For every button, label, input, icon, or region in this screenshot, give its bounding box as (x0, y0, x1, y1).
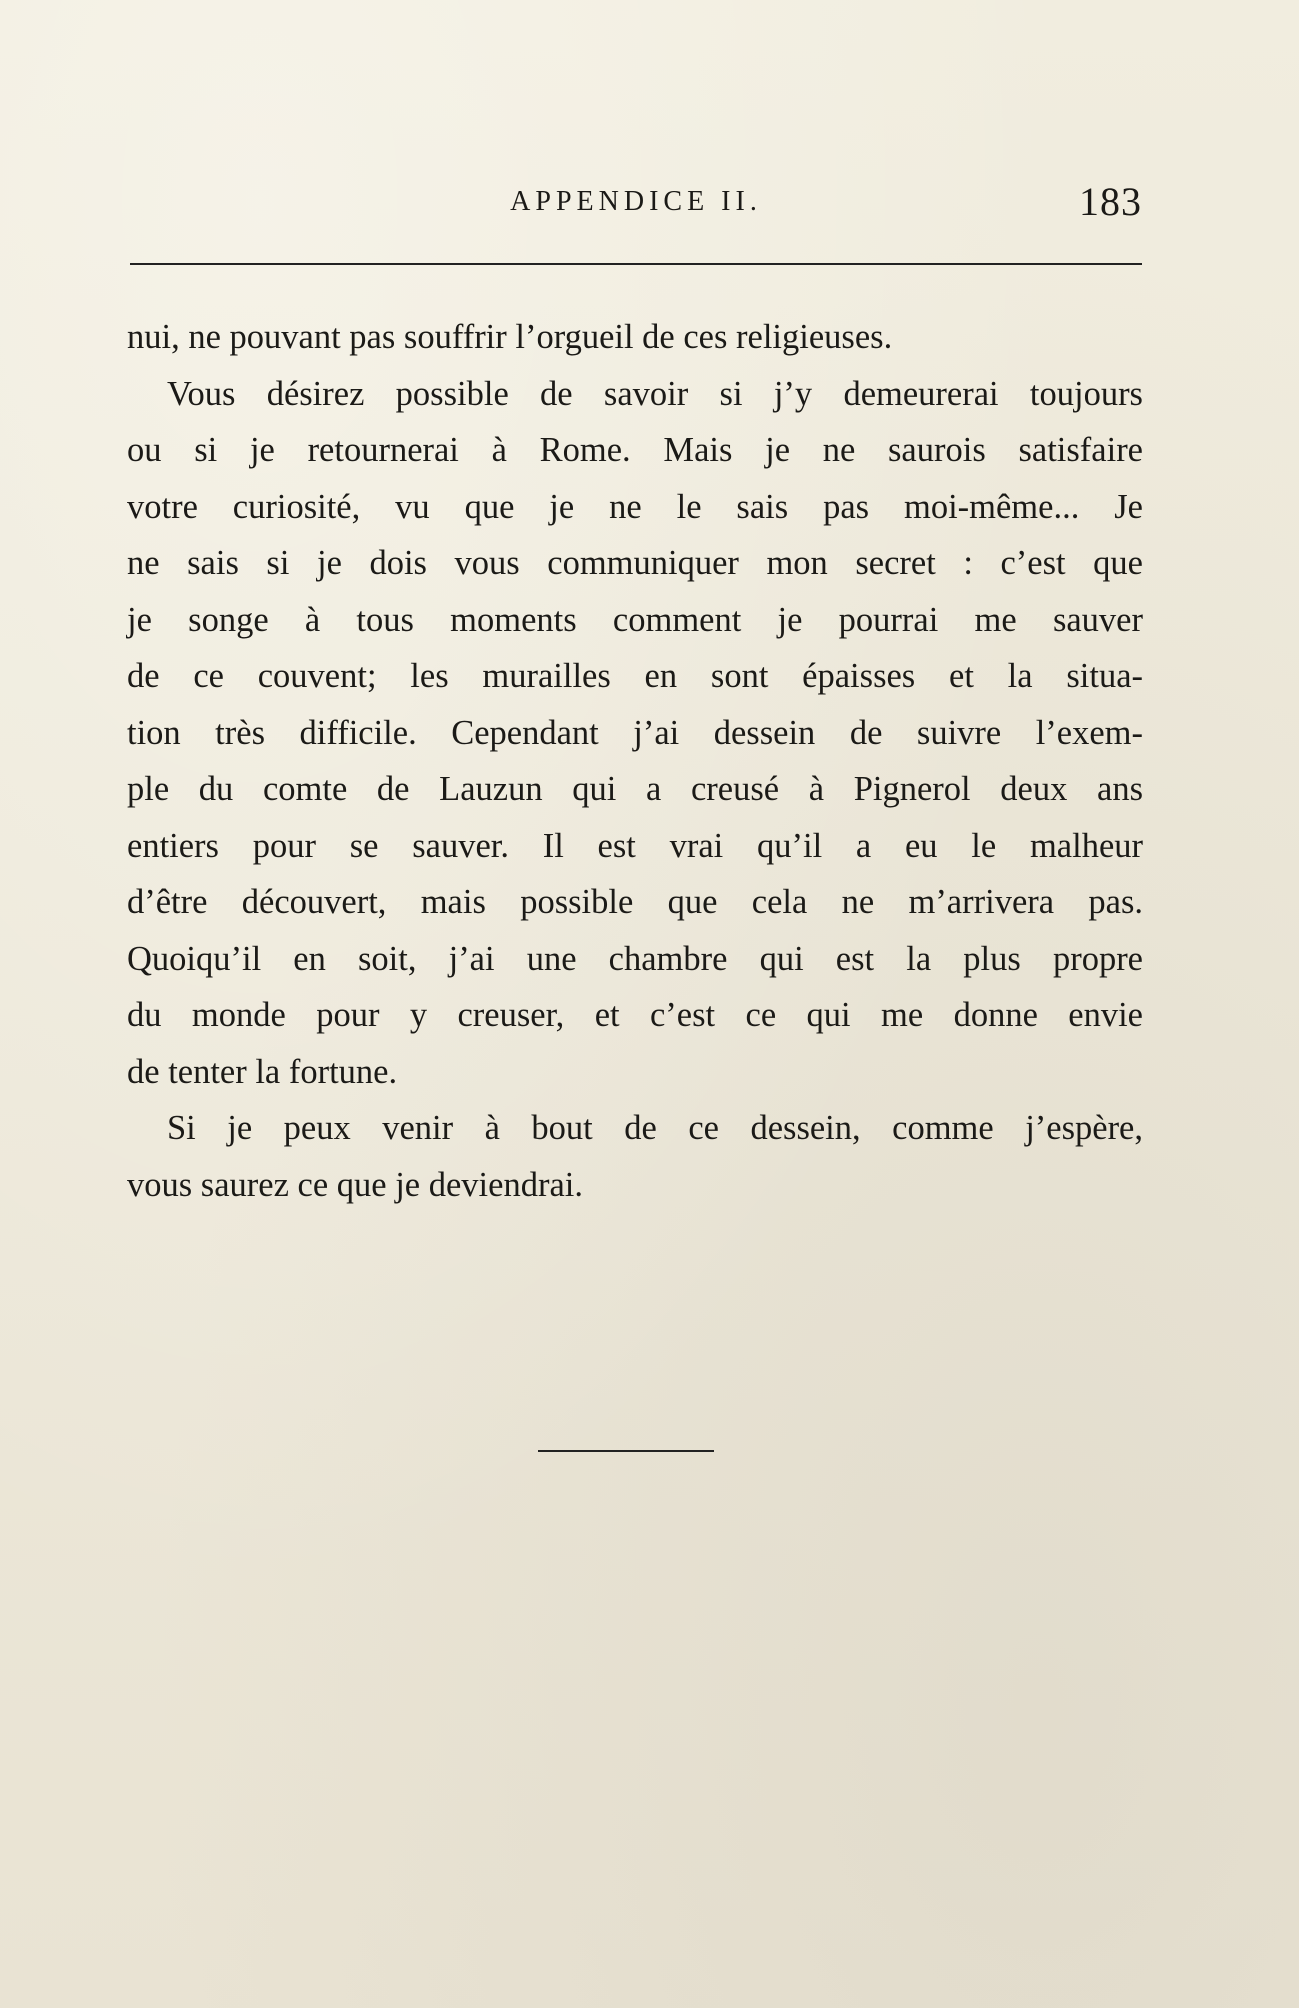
end-rule (538, 1450, 714, 1452)
text-line: Vous désirez possible de savoir si j’y demeurerai toujours (167, 374, 1143, 413)
paragraph-line-block (127, 1157, 1143, 1214)
paragraph-line-block (127, 592, 1143, 649)
text-line: du monde pour y creuser, et c’est ce qui me donne envie (127, 996, 1143, 1034)
paragraph-line-block (127, 705, 1143, 762)
text-line: entiers pour se sauver. Il est vrai qu’il a eu le malheur (127, 826, 1143, 865)
paragraph-line-block (127, 422, 1143, 479)
running-title: APPENDICE II. (510, 186, 762, 217)
paragraph-line-block (127, 535, 1143, 592)
text-line: votre curiosité, vu que je ne le sais pas moi-même... Je (127, 487, 1143, 526)
text-line: vous saurez ce que je deviendrai. (127, 1165, 583, 1204)
paragraph-line-block (127, 1044, 1143, 1101)
text-line: ne sais si je dois vous communiquer mon secret : c’est que (127, 544, 1143, 582)
text-line: nui, ne pouvant pas souffrir l’orgueil de ces religieuses. (127, 318, 893, 356)
text-line: Si je peux venir à bout de ce dessein, comme j’espère, (167, 1109, 1143, 1147)
paragraph-line-block (127, 931, 1143, 988)
paragraph-line-block (127, 818, 1143, 875)
body-text (127, 309, 1143, 1213)
text-line: de ce couvent; les murailles en sont épaisses et la situa- (127, 657, 1143, 695)
text-line: de tenter la fortune. (127, 1052, 398, 1091)
page-number: 183 (1079, 179, 1142, 224)
paragraph-line-block (127, 987, 1143, 1044)
paragraph (127, 309, 1143, 366)
text-line: tion très difficile. Cependant j’ai dessein de suivre l’exem- (127, 713, 1143, 752)
paragraph (127, 366, 1143, 423)
header-rule (130, 263, 1142, 265)
text-line: ou si je retournerai à Rome. Mais je ne saurois satisfaire (127, 431, 1143, 469)
paragraph-line-block (127, 648, 1143, 705)
text-line: d’être découvert, mais possible que cela ne m’arrivera pas. (127, 883, 1143, 921)
text-line: ple du comte de Lauzun qui a creusé à Pignerol deux ans (127, 770, 1143, 808)
paragraph-line-block (127, 874, 1143, 931)
paragraph-line-block (127, 479, 1143, 536)
text-line: je songe à tous moments comment je pourrai me sauver (127, 600, 1143, 639)
paragraph-line-block (127, 761, 1143, 818)
paragraph (127, 1100, 1143, 1157)
running-head (130, 178, 1142, 234)
text-line: Quoiqu’il en soit, j’ai une chambre qui est la plus propre (127, 939, 1143, 978)
